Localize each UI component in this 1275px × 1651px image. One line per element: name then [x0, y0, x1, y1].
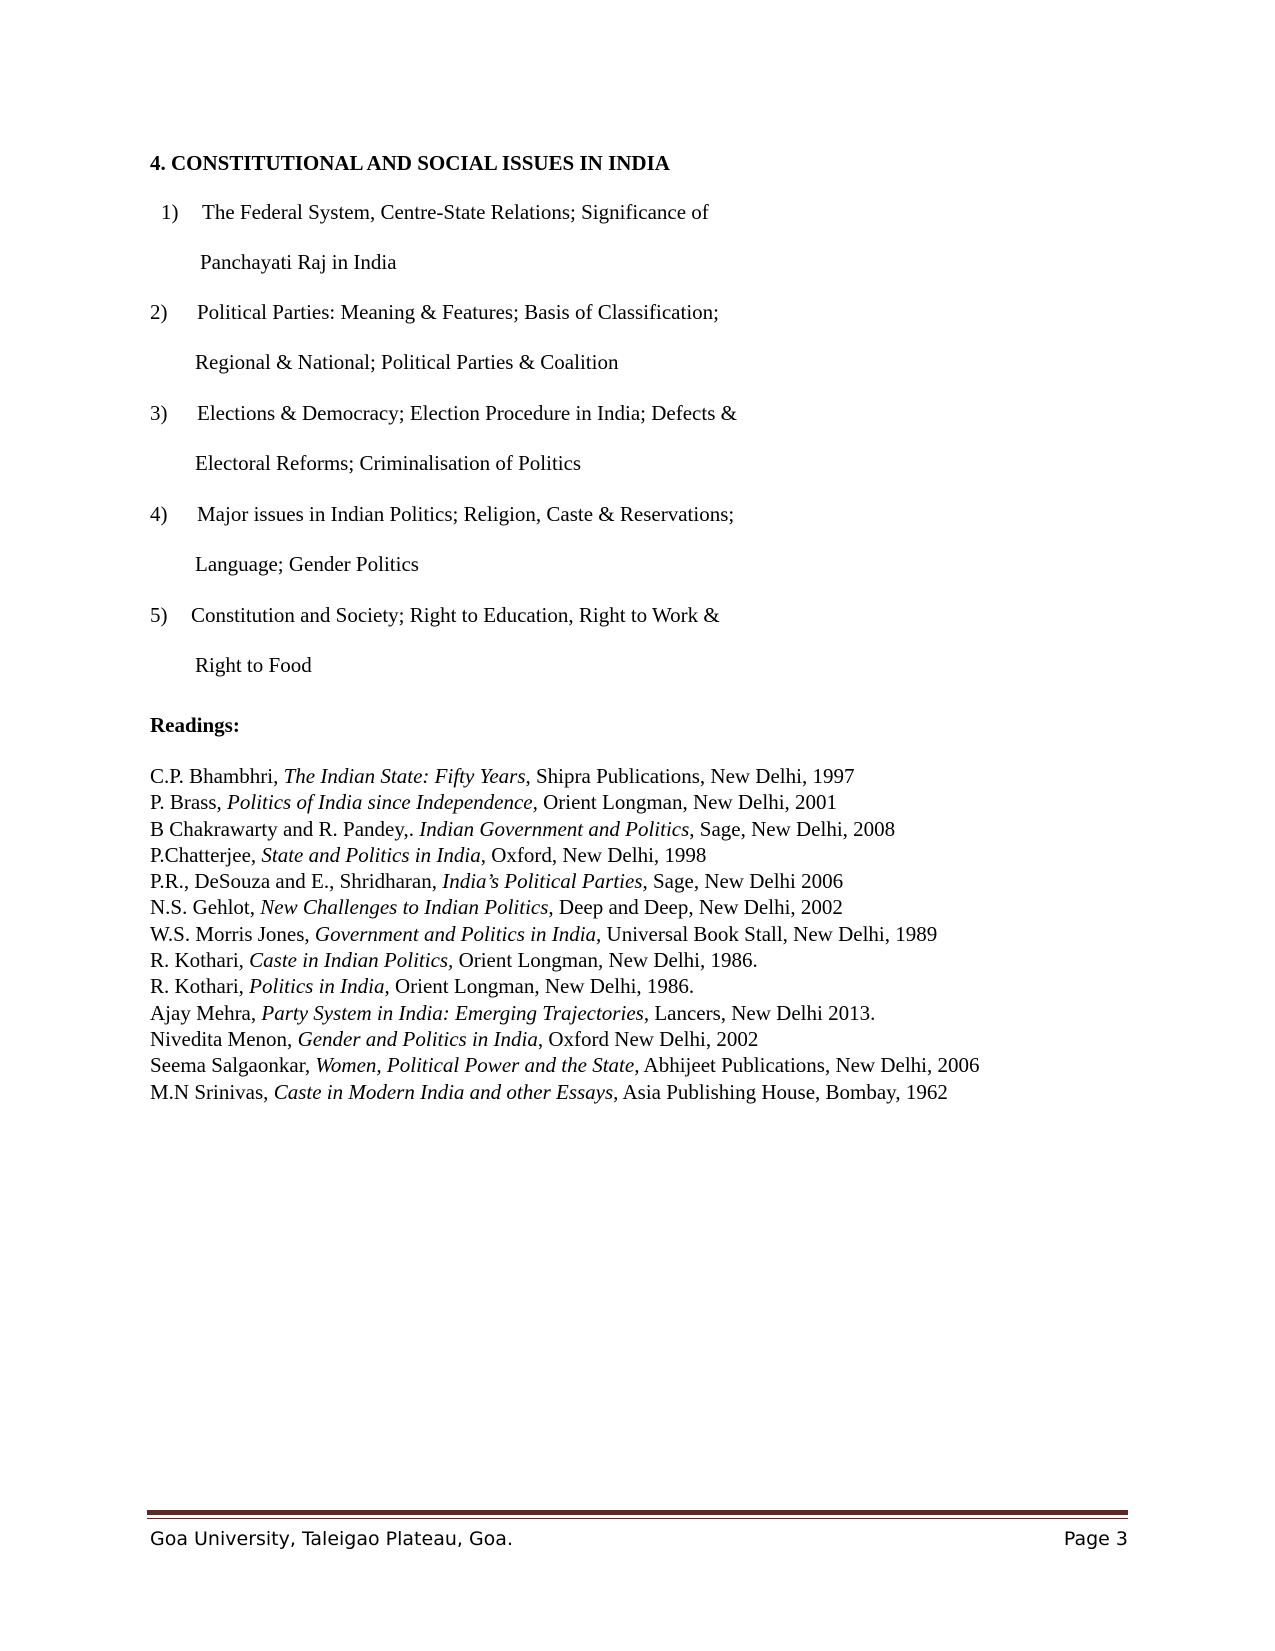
topic-4-line-1: Major issues in Indian Politics; Religion, Caste & Reservations; [197, 502, 735, 526]
readings-list [150, 763, 980, 1105]
topic-2-number: 2) [150, 300, 168, 324]
reading-item: B Chakrawarty and R. Pandey,. Indian Government and Politics, Sage, New Delhi, 2008 [150, 816, 896, 841]
readings-title: Readings: [150, 713, 240, 737]
topic-3-line-1: Elections & Democracy; Election Procedure in India; Defects & [197, 401, 737, 425]
reading-item: C.P. Bhambhri, The Indian State: Fifty Years, Shipra Publications, New Delhi, 1997 [150, 764, 855, 788]
footer-rule-thin [147, 1518, 1128, 1519]
topic-3-line-2: Electoral Reforms; Criminalisation of Politics [195, 451, 582, 475]
reading-item: M.N Srinivas, Caste in Modern India and other Essays, Asia Publishing House, Bombay, 1962 [150, 1079, 948, 1104]
reading-item: Nivedita Menon, Gender and Politics in India, Oxford New Delhi, 2002 [150, 1026, 759, 1051]
section-title: 4. CONSTITUTIONAL AND SOCIAL ISSUES IN INDIA [150, 151, 670, 175]
reading-item: P.Chatterjee, State and Politics in India, Oxford, New Delhi, 1998 [150, 842, 707, 867]
topic-1-line-1: The Federal System, Centre-State Relations; Significance of [202, 200, 709, 224]
reading-item: P.R., DeSouza and E., Shridharan, India’s Political Parties, Sage, New Delhi 2006 [150, 869, 844, 894]
topic-1-number: 1) [161, 200, 179, 224]
topic-5-number: 5) [150, 603, 168, 627]
topic-2-line-2: Regional & National; Political Parties & Coalition [195, 350, 619, 374]
topic-4-number: 4) [150, 502, 168, 526]
reading-item: N.S. Gehlot, New Challenges to Indian Politics, Deep and Deep, New Delhi, 2002 [150, 895, 843, 920]
reading-item: Seema Salgaonkar, Women, Political Power and the State, Abhijeet Publications, New Delhi, 2006 [150, 1053, 980, 1078]
topic-5-line-1: Constitution and Society; Right to Education, Right to Work & [191, 603, 720, 627]
topic-5-line-2: Right to Food [195, 653, 312, 677]
topic-1-line-2: Panchayati Raj in India [200, 250, 397, 274]
topic-4-line-2: Language; Gender Politics [195, 552, 419, 576]
reading-item: W.S. Morris Jones, Government and Politics in India, Universal Book Stall, New Delhi, 1989 [150, 921, 938, 946]
footer-institution: Goa University, Taleigao Plateau, Goa. [150, 1528, 513, 1550]
page-number: Page 3 [1063, 1528, 1128, 1550]
footer-rule-thick [147, 1510, 1128, 1515]
reading-item: R. Kothari, Politics in India, Orient Longman, New Delhi, 1986. [150, 974, 695, 999]
topic-3-number: 3) [150, 401, 168, 425]
reading-item: R. Kothari, Caste in Indian Politics, Orient Longman, New Delhi, 1986. [150, 948, 758, 973]
reading-item: Ajay Mehra, Party System in India: Emerging Trajectories, Lancers, New Delhi 2013. [150, 1000, 876, 1025]
topic-2-line-1: Political Parties: Meaning & Features; Basis of Classification; [197, 300, 720, 324]
reading-item: P. Brass, Politics of India since Independence, Orient Longman, New Delhi, 2001 [150, 790, 838, 815]
